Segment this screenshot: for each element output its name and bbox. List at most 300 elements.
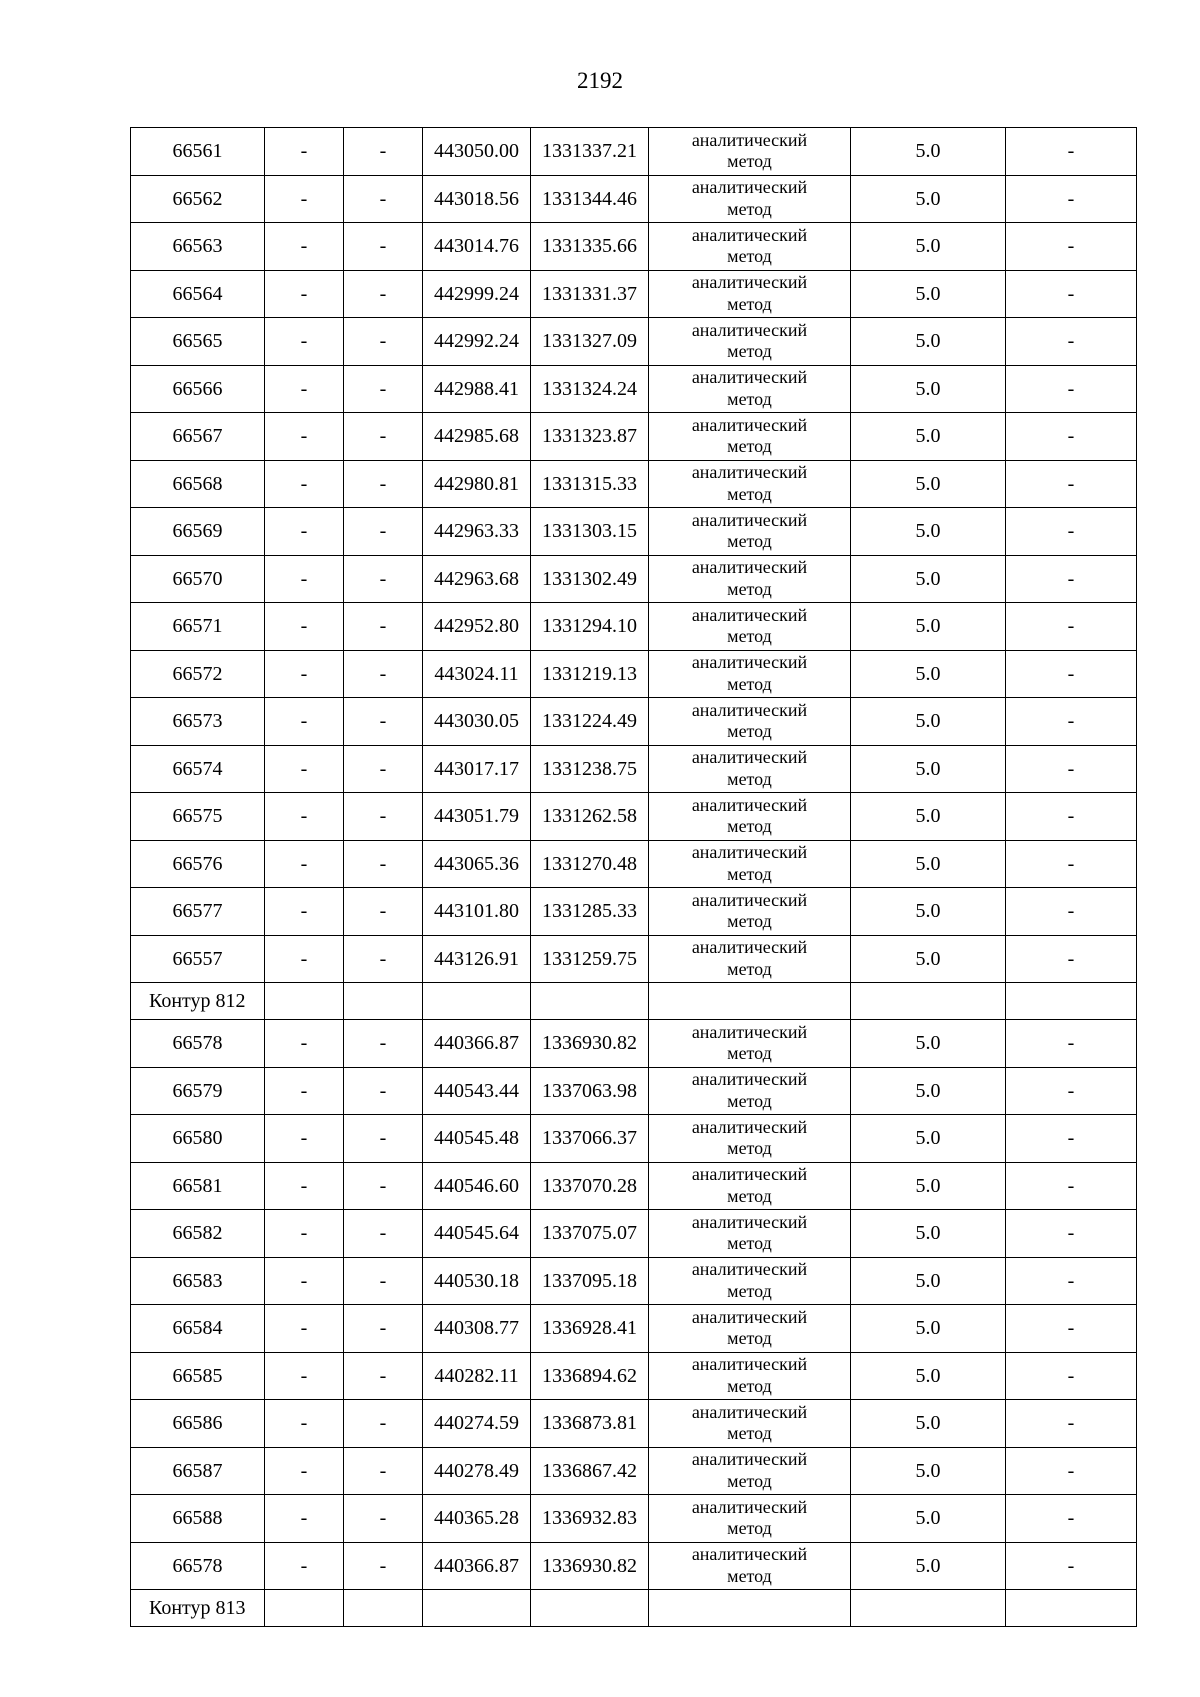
dash-cell: - [344, 175, 423, 223]
dash-cell: - [344, 1115, 423, 1163]
dash-cell: - [344, 1162, 423, 1210]
method-cell [649, 698, 851, 746]
dash-cell: - [344, 793, 423, 841]
method-cell [649, 935, 851, 983]
accuracy-value: 5.0 [851, 793, 1006, 841]
note-cell: - [1006, 888, 1137, 936]
method-cell [649, 318, 851, 366]
dash-cell: - [265, 1542, 344, 1590]
method-text: аналитический [691, 1211, 808, 1232]
method-cell [649, 413, 851, 461]
note-cell: - [1006, 508, 1137, 556]
method-text: метод [727, 246, 772, 267]
dash-cell: - [265, 745, 344, 793]
point-id: 66569 [131, 508, 265, 556]
dash-cell: - [344, 128, 423, 176]
method-cell [649, 1400, 851, 1448]
x-coordinate: 442963.33 [423, 508, 531, 556]
point-id: 66577 [131, 888, 265, 936]
dash-cell: - [344, 508, 423, 556]
note-cell: - [1006, 935, 1137, 983]
table-row [131, 413, 1137, 461]
dash-cell: - [344, 1257, 423, 1305]
method-cell [649, 223, 851, 271]
dash-cell: - [344, 223, 423, 271]
method-text: аналитический [691, 177, 808, 198]
point-id: 66565 [131, 318, 265, 366]
method-text: аналитический [691, 224, 808, 245]
accuracy-value: 5.0 [851, 1162, 1006, 1210]
y-coordinate: 1337066.37 [531, 1115, 649, 1163]
method-cell [649, 1447, 851, 1495]
note-cell: - [1006, 1352, 1137, 1400]
y-coordinate: 1337063.98 [531, 1067, 649, 1115]
dash-cell: - [344, 1210, 423, 1258]
x-coordinate: 440274.59 [423, 1400, 531, 1448]
method-text: аналитический [691, 1306, 808, 1327]
accuracy-value: 5.0 [851, 270, 1006, 318]
point-id: 66578 [131, 1542, 265, 1590]
x-coordinate: 443101.80 [423, 888, 531, 936]
x-coordinate: 443126.91 [423, 935, 531, 983]
dash-cell: - [265, 365, 344, 413]
method-cell [649, 1305, 851, 1353]
accuracy-value: 5.0 [851, 1542, 1006, 1590]
dash-cell: - [265, 555, 344, 603]
method-text: аналитический [691, 1259, 808, 1280]
y-coordinate: 1331315.33 [531, 460, 649, 508]
point-id: 66585 [131, 1352, 265, 1400]
note-cell: - [1006, 1162, 1137, 1210]
dash-cell: - [344, 1305, 423, 1353]
accuracy-value: 5.0 [851, 698, 1006, 746]
table-row [131, 1447, 1137, 1495]
empty-cell [265, 983, 344, 1020]
x-coordinate: 440543.44 [423, 1067, 531, 1115]
x-coordinate: 443030.05 [423, 698, 531, 746]
empty-cell [649, 1590, 851, 1627]
table-row [131, 270, 1137, 318]
table-row [131, 745, 1137, 793]
dash-cell: - [344, 1447, 423, 1495]
method-text: аналитический [691, 367, 808, 388]
contour-label: Контур 813 [131, 1590, 265, 1627]
dash-cell: - [344, 460, 423, 508]
dash-cell: - [344, 1067, 423, 1115]
note-cell: - [1006, 555, 1137, 603]
point-id: 66584 [131, 1305, 265, 1353]
method-text: метод [727, 721, 772, 742]
dash-cell: - [265, 508, 344, 556]
method-text: метод [727, 1043, 772, 1064]
method-cell [649, 555, 851, 603]
method-text: аналитический [691, 889, 808, 910]
method-text: метод [727, 341, 772, 362]
point-id: 66581 [131, 1162, 265, 1210]
x-coordinate: 440365.28 [423, 1495, 531, 1543]
method-text: метод [727, 531, 772, 552]
method-cell [649, 1115, 851, 1163]
table-row [131, 935, 1137, 983]
method-text: аналитический [691, 1116, 808, 1137]
method-text: аналитический [691, 319, 808, 340]
dash-cell: - [344, 270, 423, 318]
accuracy-value: 5.0 [851, 223, 1006, 271]
x-coordinate: 440530.18 [423, 1257, 531, 1305]
y-coordinate: 1331285.33 [531, 888, 649, 936]
table-row [131, 840, 1137, 888]
empty-cell [344, 983, 423, 1020]
method-text: аналитический [691, 1401, 808, 1422]
y-coordinate: 1336930.82 [531, 1020, 649, 1068]
y-coordinate: 1331327.09 [531, 318, 649, 366]
dash-cell: - [344, 1352, 423, 1400]
y-coordinate: 1331262.58 [531, 793, 649, 841]
x-coordinate: 442988.41 [423, 365, 531, 413]
y-coordinate: 1337095.18 [531, 1257, 649, 1305]
method-text: метод [727, 1328, 772, 1349]
y-coordinate: 1331323.87 [531, 413, 649, 461]
method-cell [649, 365, 851, 413]
table-row [131, 1115, 1137, 1163]
note-cell: - [1006, 603, 1137, 651]
dash-cell: - [265, 1305, 344, 1353]
table-row [131, 698, 1137, 746]
note-cell: - [1006, 1305, 1137, 1353]
point-id: 66561 [131, 128, 265, 176]
note-cell: - [1006, 1447, 1137, 1495]
method-cell [649, 1210, 851, 1258]
point-id: 66588 [131, 1495, 265, 1543]
note-cell: - [1006, 1542, 1137, 1590]
method-text: метод [727, 1185, 772, 1206]
y-coordinate: 1331331.37 [531, 270, 649, 318]
note-cell: - [1006, 270, 1137, 318]
y-coordinate: 1331324.24 [531, 365, 649, 413]
dash-cell: - [265, 1067, 344, 1115]
method-cell [649, 745, 851, 793]
note-cell: - [1006, 745, 1137, 793]
x-coordinate: 443017.17 [423, 745, 531, 793]
point-id: 66567 [131, 413, 265, 461]
dash-cell: - [344, 1542, 423, 1590]
y-coordinate: 1331344.46 [531, 175, 649, 223]
accuracy-value: 5.0 [851, 1305, 1006, 1353]
y-coordinate: 1331270.48 [531, 840, 649, 888]
method-cell [649, 888, 851, 936]
accuracy-value: 5.0 [851, 413, 1006, 461]
method-cell [649, 508, 851, 556]
x-coordinate: 442992.24 [423, 318, 531, 366]
note-cell: - [1006, 1067, 1137, 1115]
method-text: аналитический [691, 652, 808, 673]
point-id: 66587 [131, 1447, 265, 1495]
y-coordinate: 1331337.21 [531, 128, 649, 176]
method-text: метод [727, 198, 772, 219]
coordinates-table [130, 127, 1137, 1627]
point-id: 66570 [131, 555, 265, 603]
empty-cell [649, 983, 851, 1020]
accuracy-value: 5.0 [851, 603, 1006, 651]
point-id: 66568 [131, 460, 265, 508]
point-id: 66573 [131, 698, 265, 746]
method-text: аналитический [691, 1164, 808, 1185]
accuracy-value: 5.0 [851, 1257, 1006, 1305]
accuracy-value: 5.0 [851, 1115, 1006, 1163]
x-coordinate: 440282.11 [423, 1352, 531, 1400]
dash-cell: - [265, 1020, 344, 1068]
x-coordinate: 440278.49 [423, 1447, 531, 1495]
x-coordinate: 442999.24 [423, 270, 531, 318]
y-coordinate: 1331294.10 [531, 603, 649, 651]
accuracy-value: 5.0 [851, 175, 1006, 223]
dash-cell: - [265, 460, 344, 508]
note-cell: - [1006, 840, 1137, 888]
method-text: метод [727, 863, 772, 884]
point-id: 66583 [131, 1257, 265, 1305]
method-text: аналитический [691, 1354, 808, 1375]
method-text: метод [727, 293, 772, 314]
method-text: метод [727, 436, 772, 457]
empty-cell [851, 983, 1006, 1020]
method-cell [649, 175, 851, 223]
method-text: аналитический [691, 462, 808, 483]
point-id: 66586 [131, 1400, 265, 1448]
dash-cell: - [265, 1162, 344, 1210]
x-coordinate: 440545.48 [423, 1115, 531, 1163]
accuracy-value: 5.0 [851, 650, 1006, 698]
method-text: аналитический [691, 509, 808, 530]
note-cell: - [1006, 460, 1137, 508]
table-row [131, 318, 1137, 366]
accuracy-value: 5.0 [851, 1495, 1006, 1543]
dash-cell: - [265, 1400, 344, 1448]
dash-cell: - [265, 270, 344, 318]
note-cell: - [1006, 128, 1137, 176]
note-cell: - [1006, 318, 1137, 366]
dash-cell: - [344, 745, 423, 793]
dash-cell: - [344, 888, 423, 936]
dash-cell: - [265, 1257, 344, 1305]
dash-cell: - [344, 650, 423, 698]
accuracy-value: 5.0 [851, 1400, 1006, 1448]
x-coordinate: 440308.77 [423, 1305, 531, 1353]
accuracy-value: 5.0 [851, 1210, 1006, 1258]
x-coordinate: 442980.81 [423, 460, 531, 508]
contour-header-row [131, 1590, 1137, 1627]
method-text: аналитический [691, 129, 808, 150]
y-coordinate: 1331303.15 [531, 508, 649, 556]
table-row [131, 1020, 1137, 1068]
method-text: аналитический [691, 272, 808, 293]
point-id: 66563 [131, 223, 265, 271]
x-coordinate: 442952.80 [423, 603, 531, 651]
note-cell: - [1006, 1400, 1137, 1448]
y-coordinate: 1331238.75 [531, 745, 649, 793]
table-row [131, 223, 1137, 271]
point-id: 66580 [131, 1115, 265, 1163]
method-text: метод [727, 1233, 772, 1254]
note-cell: - [1006, 1020, 1137, 1068]
empty-cell [851, 1590, 1006, 1627]
point-id: 66564 [131, 270, 265, 318]
y-coordinate: 1336873.81 [531, 1400, 649, 1448]
note-cell: - [1006, 1257, 1137, 1305]
accuracy-value: 5.0 [851, 1352, 1006, 1400]
note-cell: - [1006, 1210, 1137, 1258]
method-cell [649, 840, 851, 888]
method-text: метод [727, 768, 772, 789]
method-text: метод [727, 1565, 772, 1586]
dash-cell: - [265, 1495, 344, 1543]
accuracy-value: 5.0 [851, 365, 1006, 413]
empty-cell [1006, 983, 1137, 1020]
empty-cell [531, 983, 649, 1020]
point-id: 66557 [131, 935, 265, 983]
accuracy-value: 5.0 [851, 1067, 1006, 1115]
dash-cell: - [265, 1447, 344, 1495]
method-cell [649, 603, 851, 651]
x-coordinate: 443065.36 [423, 840, 531, 888]
dash-cell: - [265, 650, 344, 698]
table-row [131, 555, 1137, 603]
dash-cell: - [265, 793, 344, 841]
table-row [131, 1495, 1137, 1543]
method-text: метод [727, 958, 772, 979]
empty-cell [423, 983, 531, 1020]
y-coordinate: 1331302.49 [531, 555, 649, 603]
point-id: 66582 [131, 1210, 265, 1258]
point-id: 66571 [131, 603, 265, 651]
accuracy-value: 5.0 [851, 840, 1006, 888]
point-id: 66574 [131, 745, 265, 793]
dash-cell: - [344, 365, 423, 413]
method-cell [649, 650, 851, 698]
dash-cell: - [265, 840, 344, 888]
dash-cell: - [265, 698, 344, 746]
dash-cell: - [265, 1352, 344, 1400]
method-text: метод [727, 578, 772, 599]
table-row [131, 365, 1137, 413]
dash-cell: - [344, 603, 423, 651]
contour-header-row [131, 983, 1137, 1020]
table-row [131, 1257, 1137, 1305]
dash-cell: - [265, 413, 344, 461]
method-text: аналитический [691, 699, 808, 720]
method-text: аналитический [691, 1449, 808, 1470]
table-row [131, 1542, 1137, 1590]
point-id: 66575 [131, 793, 265, 841]
accuracy-value: 5.0 [851, 128, 1006, 176]
dash-cell: - [344, 413, 423, 461]
method-text: метод [727, 1470, 772, 1491]
method-cell [649, 1020, 851, 1068]
table-row [131, 1352, 1137, 1400]
method-cell [649, 1352, 851, 1400]
table-row [131, 460, 1137, 508]
accuracy-value: 5.0 [851, 745, 1006, 793]
note-cell: - [1006, 698, 1137, 746]
point-id: 66578 [131, 1020, 265, 1068]
method-text: аналитический [691, 747, 808, 768]
dash-cell: - [265, 1115, 344, 1163]
empty-cell [423, 1590, 531, 1627]
x-coordinate: 443051.79 [423, 793, 531, 841]
dash-cell: - [344, 1495, 423, 1543]
method-text: метод [727, 1090, 772, 1111]
table-row [131, 1210, 1137, 1258]
point-id: 66562 [131, 175, 265, 223]
empty-cell [531, 1590, 649, 1627]
accuracy-value: 5.0 [851, 318, 1006, 366]
accuracy-value: 5.0 [851, 935, 1006, 983]
table-row [131, 175, 1137, 223]
y-coordinate: 1331219.13 [531, 650, 649, 698]
x-coordinate: 443018.56 [423, 175, 531, 223]
dash-cell: - [265, 888, 344, 936]
dash-cell: - [265, 223, 344, 271]
y-coordinate: 1336930.82 [531, 1542, 649, 1590]
table-body [131, 128, 1137, 1627]
table-row [131, 888, 1137, 936]
empty-cell [1006, 1590, 1137, 1627]
method-text: аналитический [691, 1544, 808, 1565]
dash-cell: - [344, 935, 423, 983]
method-text: метод [727, 673, 772, 694]
method-cell [649, 460, 851, 508]
point-id: 66579 [131, 1067, 265, 1115]
note-cell: - [1006, 650, 1137, 698]
method-cell [649, 1542, 851, 1590]
table-row [131, 603, 1137, 651]
note-cell: - [1006, 413, 1137, 461]
y-coordinate: 1337075.07 [531, 1210, 649, 1258]
y-coordinate: 1337070.28 [531, 1162, 649, 1210]
point-id: 66576 [131, 840, 265, 888]
dash-cell: - [265, 318, 344, 366]
dash-cell: - [344, 555, 423, 603]
empty-cell [265, 1590, 344, 1627]
accuracy-value: 5.0 [851, 555, 1006, 603]
y-coordinate: 1336867.42 [531, 1447, 649, 1495]
table-row [131, 1305, 1137, 1353]
dash-cell: - [344, 1400, 423, 1448]
contour-label: Контур 812 [131, 983, 265, 1020]
method-text: метод [727, 816, 772, 837]
note-cell: - [1006, 793, 1137, 841]
dash-cell: - [265, 1210, 344, 1258]
x-coordinate: 440545.64 [423, 1210, 531, 1258]
accuracy-value: 5.0 [851, 1447, 1006, 1495]
method-cell [649, 128, 851, 176]
dash-cell: - [265, 935, 344, 983]
note-cell: - [1006, 365, 1137, 413]
method-text: метод [727, 1280, 772, 1301]
y-coordinate: 1336932.83 [531, 1495, 649, 1543]
x-coordinate: 440546.60 [423, 1162, 531, 1210]
method-text: аналитический [691, 604, 808, 625]
table-row [131, 650, 1137, 698]
note-cell: - [1006, 175, 1137, 223]
method-text: метод [727, 1423, 772, 1444]
dash-cell: - [265, 175, 344, 223]
x-coordinate: 443014.76 [423, 223, 531, 271]
y-coordinate: 1331335.66 [531, 223, 649, 271]
point-id: 66572 [131, 650, 265, 698]
method-cell [649, 270, 851, 318]
dash-cell: - [344, 698, 423, 746]
table-row [131, 1400, 1137, 1448]
